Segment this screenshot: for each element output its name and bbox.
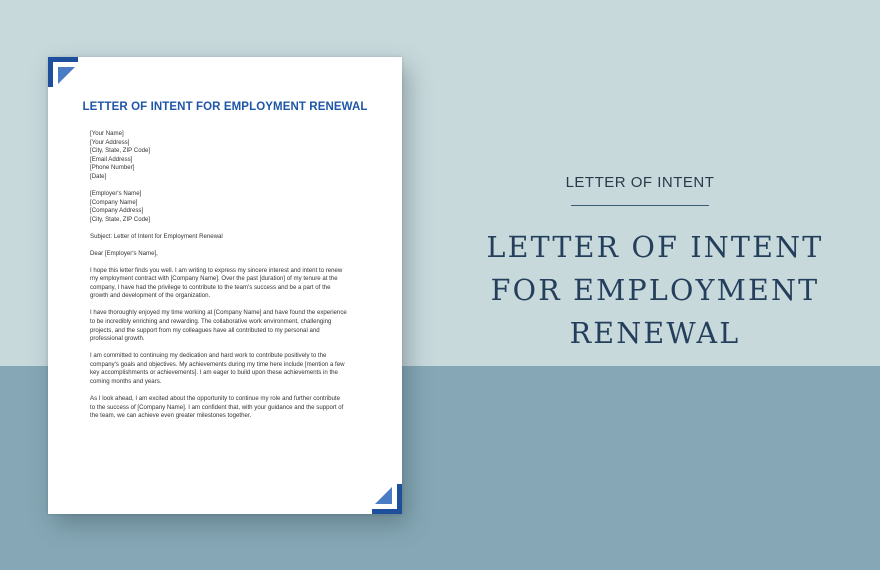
- salutation: Dear [Employer's Name],: [90, 249, 158, 257]
- recipient-line: [Company Name]: [90, 198, 138, 206]
- sender-line: [Phone Number]: [90, 164, 135, 172]
- paragraph-line: coming months and years.: [90, 378, 162, 385]
- sender-line: [Date]: [90, 172, 107, 180]
- letter-document: [48, 57, 402, 514]
- paragraph-line: As I look ahead, I am excited about the opportunity to continue my role and further contribute: [90, 394, 340, 402]
- side-divider: [571, 205, 709, 206]
- sender-block: [90, 130, 362, 182]
- paragraph: [90, 309, 362, 343]
- paragraph-line: the team, we can achieve even greater milestones together.: [90, 412, 252, 420]
- paragraph-line: my employment contract with [Company Name]. Over the past [duration] of my tenure at the: [90, 275, 338, 283]
- recipient-line: [Company Address]: [90, 207, 144, 215]
- paragraph-line: I hope this letter finds you well. I am writing to express my sincere interest and intent to renew: [90, 266, 343, 274]
- paragraph-line: growth and development of the organization.: [90, 292, 211, 300]
- side-title-line: FOR EMPLOYMENT: [490, 274, 820, 307]
- paragraph-line: I have thoroughly enjoyed my time working at [Company Name] and have found the experience: [90, 309, 347, 317]
- side-title-line: LETTER OF INTENT: [486, 231, 824, 264]
- side-title-line: RENEWAL: [569, 317, 741, 350]
- paragraph: [90, 352, 362, 386]
- side-title: [430, 226, 880, 355]
- document-body: [90, 130, 362, 429]
- recipient-block: [90, 190, 362, 224]
- corner-ornament-top-left: [48, 57, 78, 87]
- sender-line: [Your Name]: [90, 130, 124, 137]
- sender-line: [Email Address]: [90, 155, 133, 163]
- side-label: LETTER OF INTENT: [565, 174, 715, 191]
- subject-line: Subject: Letter of Intent for Employment Renewal: [90, 232, 223, 240]
- paragraph-line: company, I have had the privilege to contribute to the team's success and be a part of the: [90, 283, 331, 291]
- paragraph-line: company's goals and objectives. My achievements during my time here include [mention a few: [90, 360, 345, 368]
- sender-line: [Your Address]: [90, 138, 130, 146]
- paragraph-line: to be incredibly enriching and rewarding. The collaborative work environment, challenging: [90, 318, 332, 326]
- paragraph-line: key accomplishments or achievements]. I am eager to build upon these achievements in the: [90, 369, 338, 377]
- sender-line: [City, State, ZIP Code]: [90, 147, 151, 155]
- paragraph-line: I am committed to continuing my dedication and hard work to contribute positively to the: [90, 352, 327, 360]
- paragraph: [90, 267, 362, 301]
- paragraph-line: projects, and the support from my colleagues have all contributed to my personal and: [90, 326, 320, 334]
- corner-ornament-bottom-right: [372, 484, 402, 514]
- recipient-line: [Employer's Name]: [90, 189, 142, 197]
- paragraph: [90, 395, 362, 421]
- paragraph-line: to the success of [Company Name]. I am confident that, with your guidance and the support of: [90, 403, 344, 411]
- recipient-line: [City, State, ZIP Code]: [90, 215, 151, 223]
- paragraph-line: professional growth.: [90, 335, 145, 343]
- document-title: LETTER OF INTENT FOR EMPLOYMENT RENEWAL: [82, 101, 368, 113]
